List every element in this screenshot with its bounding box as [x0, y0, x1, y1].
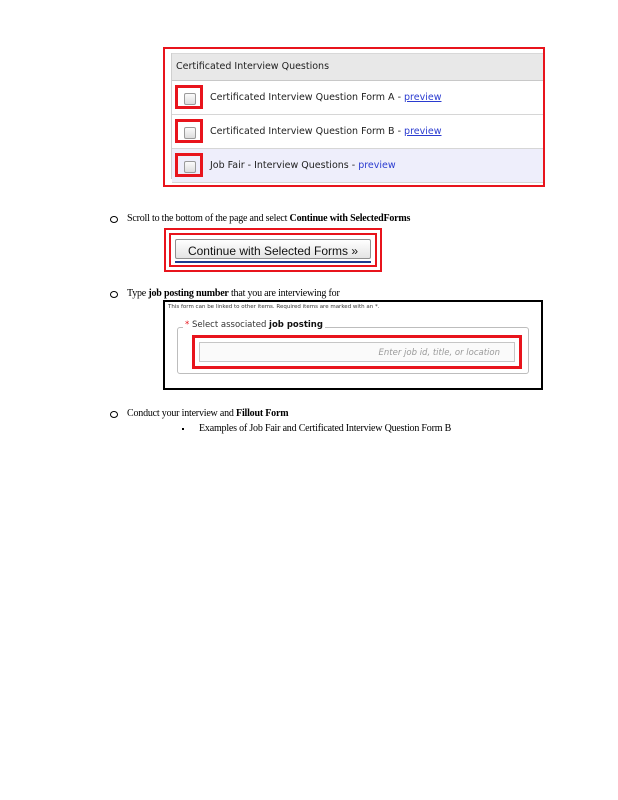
form-b-label: Certificated Interview Question Form B - preview [210, 126, 442, 137]
highlight-box [175, 119, 203, 143]
job-fair-preview-link[interactable]: preview [358, 160, 396, 171]
button-underline [175, 261, 371, 263]
step-type-text: Type job posting number that you are interviewing for [127, 288, 340, 299]
step-conduct-text: Conduct your interview and Fillout Form [127, 408, 289, 419]
job-fair-label: Job Fair - Interview Questions - preview [210, 160, 396, 171]
highlight-box [175, 85, 203, 109]
job-posting-legend: * Select associated job posting [185, 320, 323, 330]
required-marker: * [185, 320, 190, 330]
job-posting-panel [163, 300, 543, 390]
form-a-checkbox[interactable] [184, 93, 196, 105]
continue-button-highlight [164, 228, 382, 272]
form-b-preview-link[interactable]: preview [404, 126, 442, 137]
highlight-box [175, 153, 203, 177]
linking-note: This form can be linked to other items. Required items are marked with an *. [168, 304, 380, 310]
form-row-job-fair [172, 149, 543, 183]
job-posting-input[interactable]: Enter job id, title, or location [199, 342, 515, 362]
circle-bullet-icon [110, 411, 118, 418]
form-row-b [172, 115, 543, 149]
form-b-checkbox[interactable] [184, 127, 196, 139]
form-a-label: Certificated Interview Question Form A - preview [210, 92, 442, 103]
circle-bullet-icon [110, 291, 118, 298]
circle-bullet-icon [110, 216, 118, 223]
step-scroll-text: Scroll to the bottom of the page and select Continue with SelectedForms [127, 213, 411, 224]
continue-with-selected-forms-button[interactable]: Continue with Selected Forms » [175, 239, 371, 259]
step-examples-text: Examples of Job Fair and Certificated Interview Question Form B [199, 423, 452, 434]
form-row-a [172, 81, 543, 115]
square-bullet-icon [182, 428, 184, 430]
job-posting-highlight [192, 335, 522, 369]
interview-questions-panel [163, 47, 545, 187]
form-a-preview-link[interactable]: preview [404, 92, 442, 103]
panel-header: Certificated Interview Questions [172, 53, 543, 81]
panel-body [171, 53, 543, 179]
job-fair-checkbox[interactable] [184, 161, 196, 173]
highlight-inner [169, 233, 377, 267]
